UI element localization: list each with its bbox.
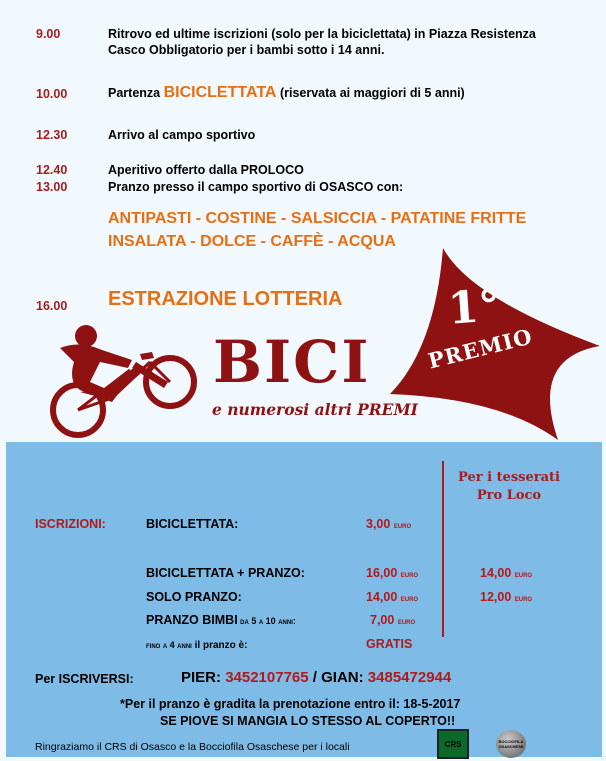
crs-logo-text: CRS bbox=[444, 739, 462, 749]
schedule-1240: Aperitivo offerto dalla PROLOCO bbox=[108, 163, 304, 177]
row-pranzo-bimbi-price-value: 7,00 bbox=[370, 613, 395, 627]
schedule-1000 bbox=[108, 84, 465, 102]
currency-label: euro bbox=[397, 616, 416, 626]
currency-label: euro bbox=[400, 593, 419, 603]
thanks-text: Ringraziamo il CRS di Osasco e la Bocciofila Osaschese per i locali bbox=[35, 741, 350, 753]
members-divider bbox=[442, 461, 444, 637]
contact-phones bbox=[181, 669, 451, 687]
time-1230: 12.30 bbox=[36, 128, 68, 142]
contact-pier-name: PIER: bbox=[181, 669, 226, 686]
row-gratis-main: il pranzo è: bbox=[191, 640, 248, 651]
row-gratis-label bbox=[146, 637, 247, 651]
row-solo-pranzo-label: SOLO PRANZO: bbox=[146, 590, 242, 604]
contact-gian-phone[interactable]: 3485472944 bbox=[367, 669, 452, 686]
row-bici-pranzo-price bbox=[366, 566, 418, 580]
other-prizes: e numerosi altri PREMI bbox=[212, 400, 418, 419]
row-solo-pranzo-member-price bbox=[480, 590, 532, 604]
lottery-title: ESTRAZIONE LOTTERIA bbox=[108, 288, 343, 310]
prize-name: BICI bbox=[213, 328, 371, 396]
currency-label: euro bbox=[514, 569, 533, 579]
prize-rank: 1° bbox=[446, 280, 503, 335]
time-1000: 10.00 bbox=[36, 87, 68, 101]
time-0900: 9.00 bbox=[36, 27, 61, 41]
booking-note: *Per il pranzo è gradita la prenotazione entro il: 18-5-2017 bbox=[120, 697, 461, 711]
contact-gian-name: / GIAN: bbox=[308, 669, 368, 686]
menu-line1: ANTIPASTI - COSTINE - SALSICCIA - PATATINE FRITTE bbox=[108, 210, 527, 227]
schedule-1230: Arrivo al campo sportivo bbox=[108, 128, 256, 142]
schedule-1000-prefix: Partenza bbox=[108, 86, 164, 100]
cyclist-icon bbox=[40, 322, 200, 442]
crs-logo bbox=[437, 729, 469, 759]
row-biciclettata-price-value: 3,00 bbox=[366, 517, 391, 531]
row-solo-pranzo-price-value: 14,00 bbox=[366, 590, 398, 604]
row-pranzo-bimbi-small: da 5 a 10 anni: bbox=[237, 616, 296, 626]
schedule-1000-suffix: (riservata ai maggiori di 5 anni) bbox=[276, 86, 465, 100]
row-biciclettata-label: BICICLETTATA: bbox=[146, 517, 239, 531]
row-pranzo-bimbi-label bbox=[146, 613, 296, 627]
currency-label: euro bbox=[514, 593, 533, 603]
row-bici-pranzo-label: BICICLETTATA + PRANZO: bbox=[146, 566, 305, 580]
time-1600: 16.00 bbox=[36, 299, 68, 313]
row-pranzo-bimbi-main: PRANZO BIMBI bbox=[146, 613, 238, 627]
row-pranzo-bimbi-price bbox=[370, 613, 415, 627]
row-bici-pranzo-price-value: 16,00 bbox=[366, 566, 398, 580]
rain-note: SE PIOVE SI MANGIA LO STESSO AL COPERTO!! bbox=[160, 714, 456, 728]
prize-label: PREMIO bbox=[425, 323, 536, 374]
menu-line2: INSALATA - DOLCE - CAFFÈ - ACQUA bbox=[108, 233, 396, 250]
time-1240: 12.40 bbox=[36, 163, 68, 177]
currency-label: euro bbox=[400, 569, 419, 579]
bocciofila-logo-text: BOCCIOFILA OSASCHESE bbox=[498, 739, 524, 749]
row-biciclettata-price bbox=[366, 517, 411, 531]
iscrizioni-label: ISCRIZIONI: bbox=[35, 517, 106, 531]
currency-label: euro bbox=[393, 520, 412, 530]
members-header-line1: Per i tesserati bbox=[458, 470, 560, 485]
row-solo-pranzo-member-value: 12,00 bbox=[480, 590, 512, 604]
contact-label: Per ISCRIVERSI: bbox=[35, 672, 134, 686]
schedule-1300: Pranzo presso il campo sportivo di OSASCO con: bbox=[108, 180, 404, 194]
row-bici-pranzo-member-value: 14,00 bbox=[480, 566, 512, 580]
members-header-line2: Pro Loco bbox=[476, 488, 542, 503]
row-bici-pranzo-member-price bbox=[480, 566, 532, 580]
row-gratis-small: fino a 4 anni bbox=[146, 640, 192, 650]
contact-pier-phone[interactable]: 3452107765 bbox=[225, 669, 309, 686]
bocciofila-logo bbox=[496, 730, 526, 758]
schedule-0900-line1: Ritrovo ed ultime iscrizioni (solo per la biciclettata) in Piazza Resistenza bbox=[108, 27, 536, 41]
biciclettata-highlight: BICICLETTATA bbox=[163, 84, 277, 101]
schedule-0900-line2: Casco Obbligatorio per i bambi sotto i 14 anni. bbox=[108, 43, 385, 57]
time-1300: 13.00 bbox=[36, 180, 68, 194]
row-gratis-price: GRATIS bbox=[366, 637, 413, 651]
row-solo-pranzo-price bbox=[366, 590, 418, 604]
members-header bbox=[454, 469, 564, 505]
